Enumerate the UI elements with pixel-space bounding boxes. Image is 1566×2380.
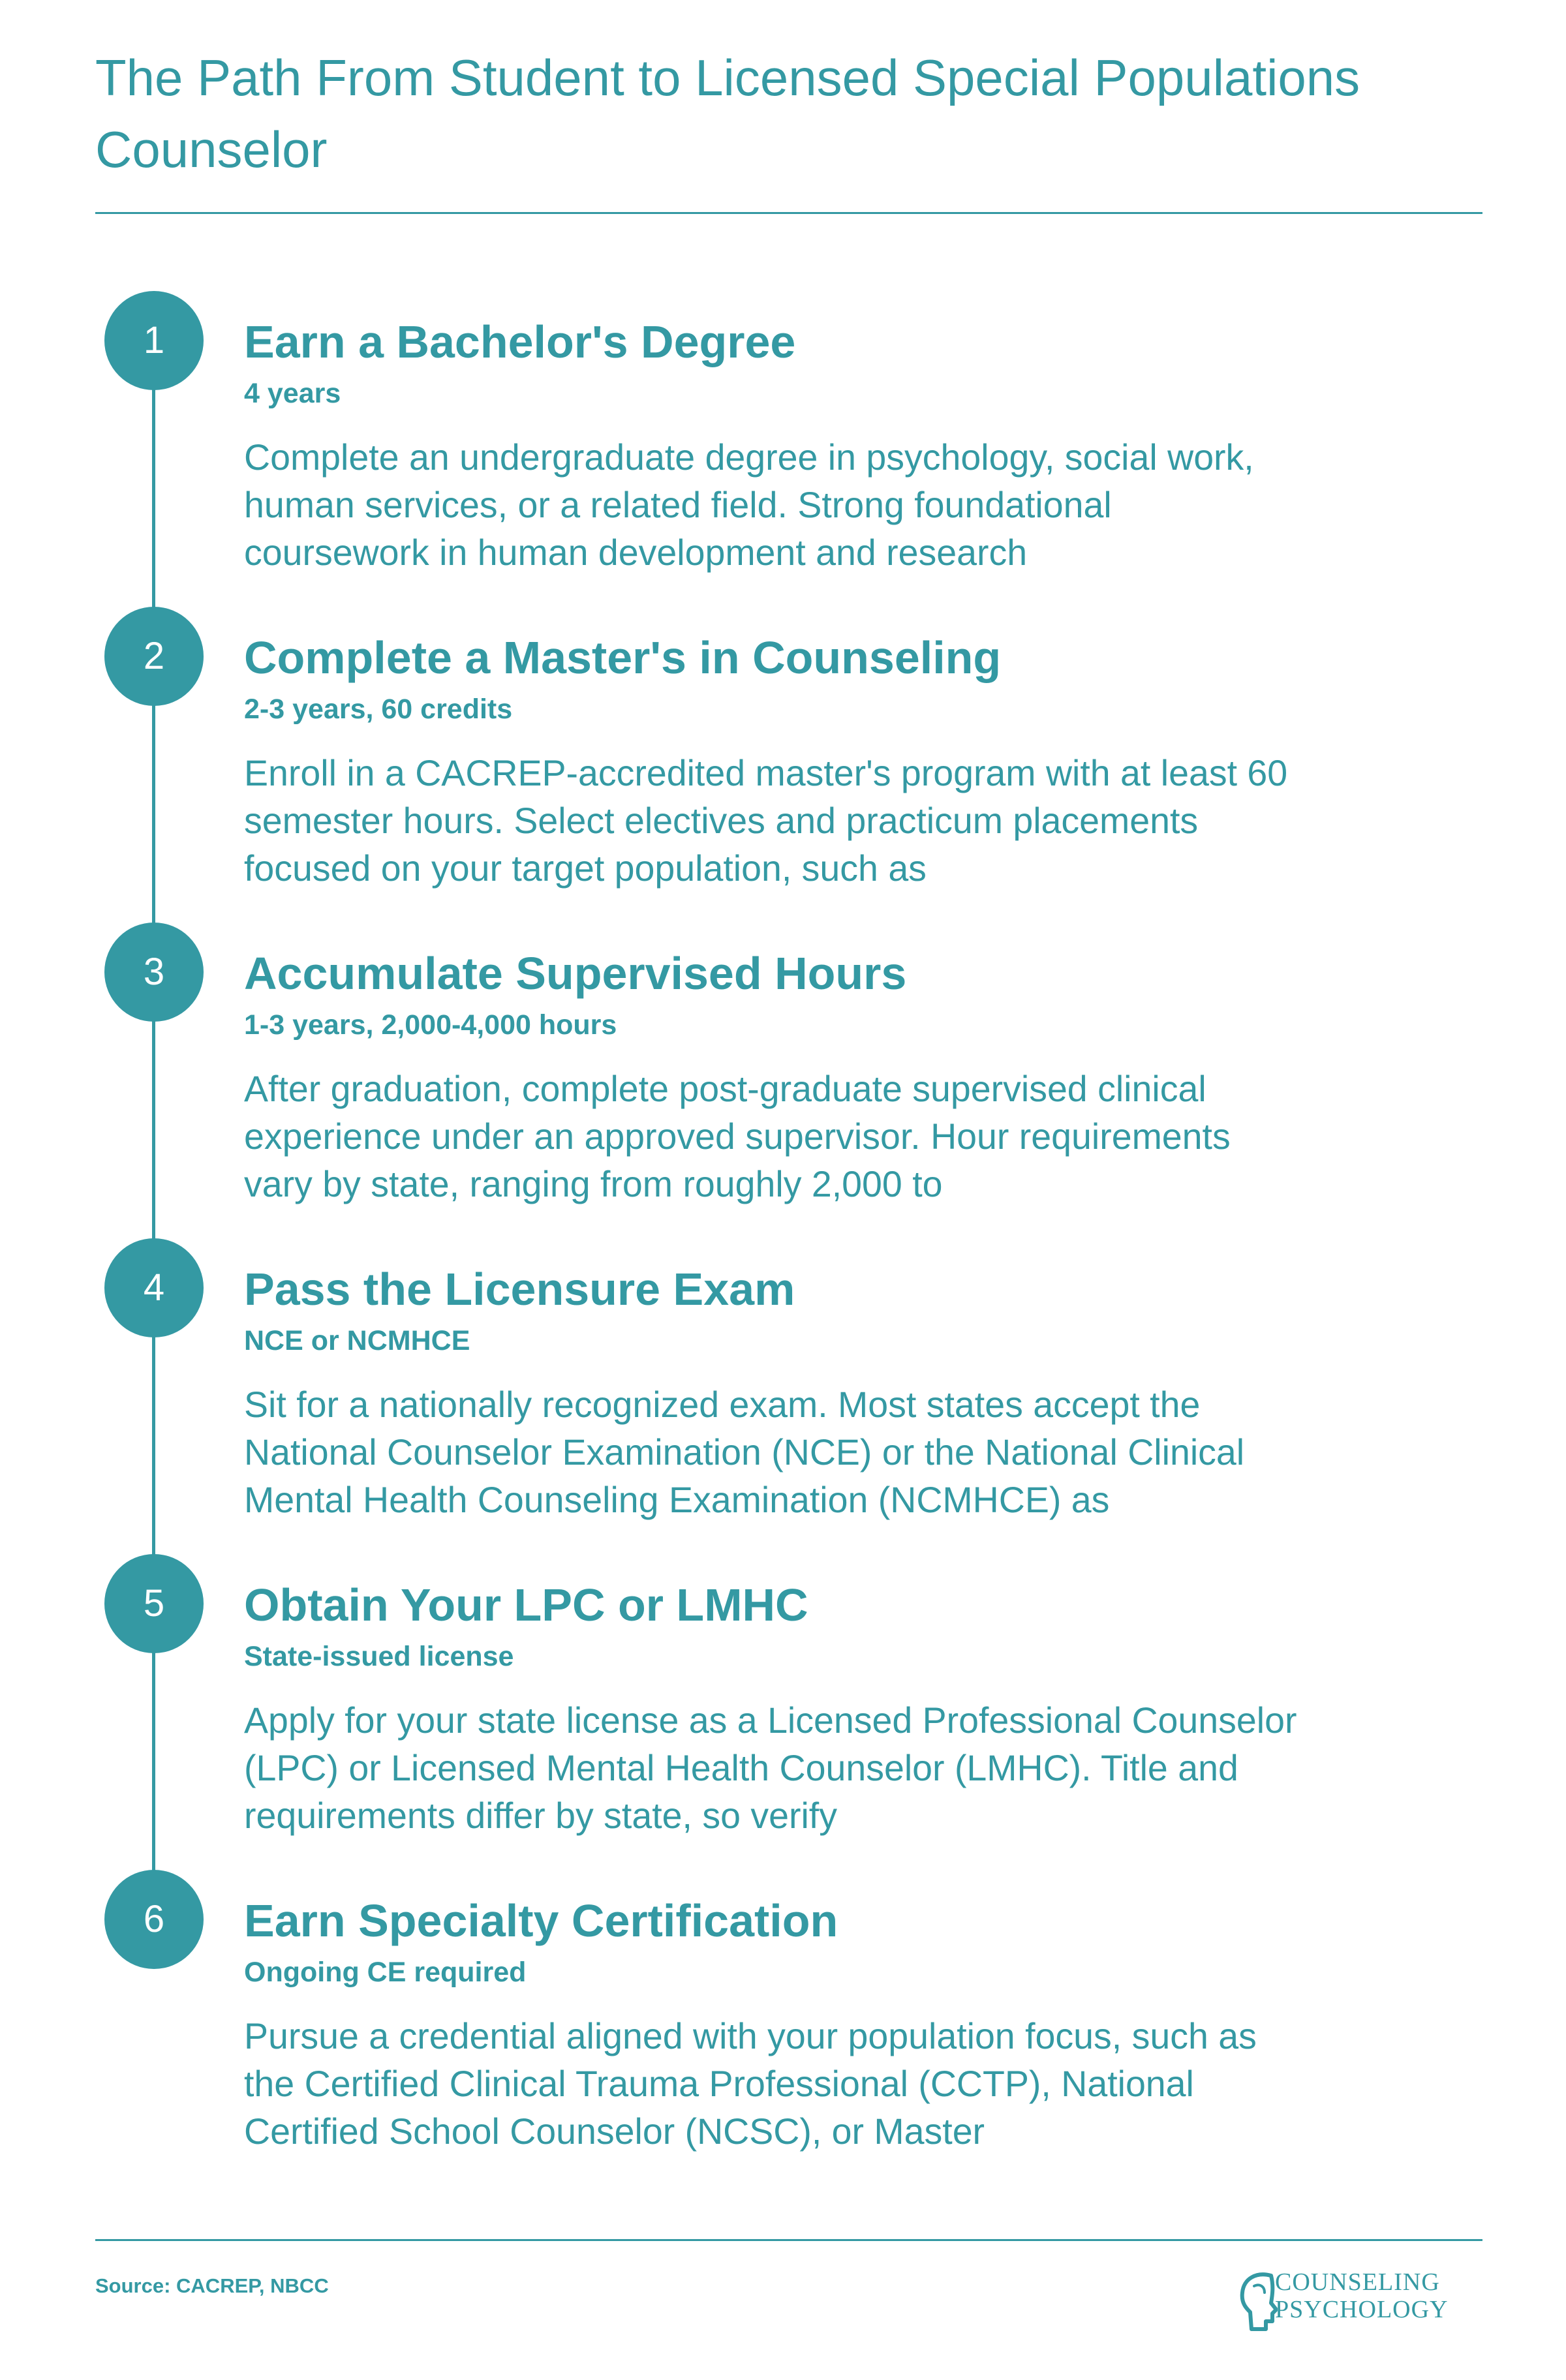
step-title: Obtain Your LPC or LMHC [244, 1579, 808, 1630]
page-title: The Path From Student to Licensed Special Populations Counselor [95, 49, 1360, 178]
step-title: Earn a Bachelor's Degree [244, 316, 796, 367]
step-duration: 2-3 years, 60 credits [244, 694, 513, 725]
step-3 [0, 923, 1566, 1238]
step-description: Complete an undergraduate degree in psychology, social work, human services, or a related field. Strong foundational coursework in human development and research [244, 437, 1254, 573]
step-description: Sit for a nationally recognized exam. Most states accept the National Counselor Examination (NCE) or the National Clinical Mental Health Counseling Examination (NCMHCE) as [244, 1384, 1245, 1520]
footer-divider [95, 2239, 1482, 2241]
step-description: Enroll in a CACREP-accredited master's program with at least 60 semester hours. Select electives and practicum placements focused on your target population, such as [244, 753, 1288, 889]
logo-wordmark-line-1: COUNSELING [1275, 2268, 1440, 2296]
title-divider [95, 212, 1482, 214]
logo-wordmark-line-2: PSYCHOLOGY [1275, 2296, 1449, 2323]
step-5 [0, 1554, 1566, 1870]
step-title: Pass the Licensure Exam [244, 1264, 795, 1315]
step-duration: Ongoing CE required [244, 1957, 527, 1988]
step-duration: NCE or NCMHCE [244, 1325, 470, 1356]
step-description: After graduation, complete post-graduate supervised clinical experience under an approved supervisor. Hour requirements vary by state, ranging from roughly 2,000 to [244, 1069, 1231, 1204]
step-number-badge: 2 [104, 607, 204, 706]
step-2 [0, 607, 1566, 923]
step-duration: 1-3 years, 2,000-4,000 hours [244, 1009, 617, 1041]
step-number-badge: 1 [104, 291, 204, 390]
step-duration: 4 years [244, 378, 341, 409]
step-title: Complete a Master's in Counseling [244, 632, 1002, 683]
step-duration: State-issued license [244, 1641, 514, 1672]
step-1 [0, 291, 1566, 607]
step-number-badge: 3 [104, 923, 204, 1022]
step-6 [0, 1870, 1566, 2186]
step-description: Apply for your state license as a Licensed Professional Counselor (LPC) or Licensed Mental Health Counselor (LMHC). Title and requirements differ by state, so verify [244, 1700, 1297, 1836]
counseling-psychology-logo [1237, 2263, 1485, 2341]
step-title: Earn Specialty Certification [244, 1895, 838, 1946]
step-number-badge: 6 [104, 1870, 204, 1969]
step-title: Accumulate Supervised Hours [244, 948, 907, 999]
head-profile-icon [1237, 2266, 1278, 2337]
step-number-badge: 5 [104, 1554, 204, 1653]
step-number-badge: 4 [104, 1238, 204, 1337]
source-note: Source: CACREP, NBCC [95, 2274, 329, 2297]
step-description: Pursue a credential aligned with your population focus, such as the Certified Clinical Trauma Professional (CCTP), National Certified School Counselor (NCSC), or Master [244, 2016, 1257, 2152]
step-4 [0, 1238, 1566, 1554]
